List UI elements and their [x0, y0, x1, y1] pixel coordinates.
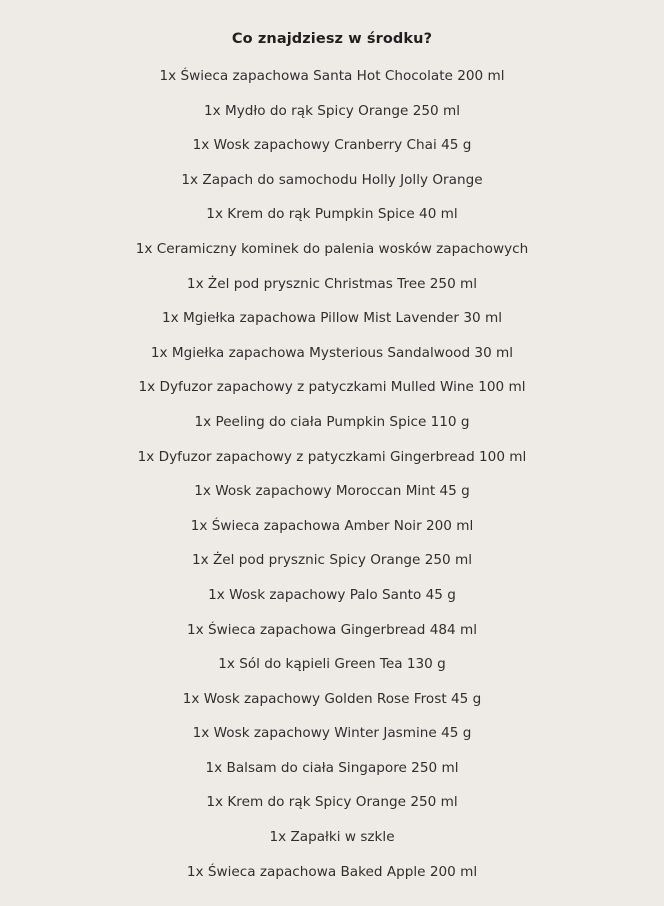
list-item: 1x Świeca zapachowa Santa Hot Chocolate 200 ml	[159, 68, 505, 84]
list-item: 1x Dyfuzor zapachowy z patyczkami Gingerbread 100 ml	[137, 448, 527, 465]
list-item: 1x Świeca zapachowa Gingerbread 484 ml	[187, 621, 477, 638]
list-item: 1x Żel pod prysznic Spicy Orange 250 ml	[191, 552, 473, 569]
list-item: 1x Zapałki w szkle	[269, 829, 395, 846]
list-item: 1x Żel pod prysznic Christmas Tree 250 ml	[186, 275, 478, 292]
list-item: 1x Sól do kąpieli Green Tea 130 g	[218, 656, 446, 673]
list-item: 1x Krem do rąk Spicy Orange 250 ml	[206, 794, 458, 811]
list-item: 1x Balsam do ciała Singapore 250 ml	[205, 759, 459, 776]
list-item: 1x Wosk zapachowy Moroccan Mint 45 g	[194, 483, 470, 500]
list-item: 1x Wosk zapachowy Golden Rose Frost 45 g	[182, 690, 482, 707]
list-item: 1x Krem do rąk Pumpkin Spice 40 ml	[206, 206, 458, 223]
list-item: 1x Wosk zapachowy Winter Jasmine 45 g	[192, 725, 472, 742]
list-item: 1x Dyfuzor zapachowy z patyczkami Mulled Wine 100 ml	[138, 379, 526, 396]
list-item: 1x Zapach do samochodu Holly Jolly Orange	[181, 171, 483, 188]
page-title: Co znajdziesz w środku?	[231, 31, 433, 47]
list-item: 1x Mgiełka zapachowa Pillow Mist Lavender 30 ml	[162, 310, 502, 327]
list-item: 1x Wosk zapachowy Cranberry Chai 45 g	[192, 137, 472, 154]
list-item: 1x Wosk zapachowy Palo Santo 45 g	[208, 586, 456, 603]
contents-list	[0, 64, 664, 894]
list-item: 1x Mydło do rąk Spicy Orange 250 ml	[203, 102, 460, 119]
list-item: 1x Świeca zapachowa Baked Apple 200 ml	[186, 863, 478, 880]
list-item: 1x Świeca zapachowa Amber Noir 200 ml	[190, 517, 474, 534]
list-item: 1x Mgiełka zapachowa Mysterious Sandalwood 30 ml	[150, 344, 514, 361]
list-item: 1x Ceramiczny kominek do palenia wosków zapachowych	[135, 240, 529, 257]
list-item: 1x Peeling do ciała Pumpkin Spice 110 g	[194, 413, 470, 430]
